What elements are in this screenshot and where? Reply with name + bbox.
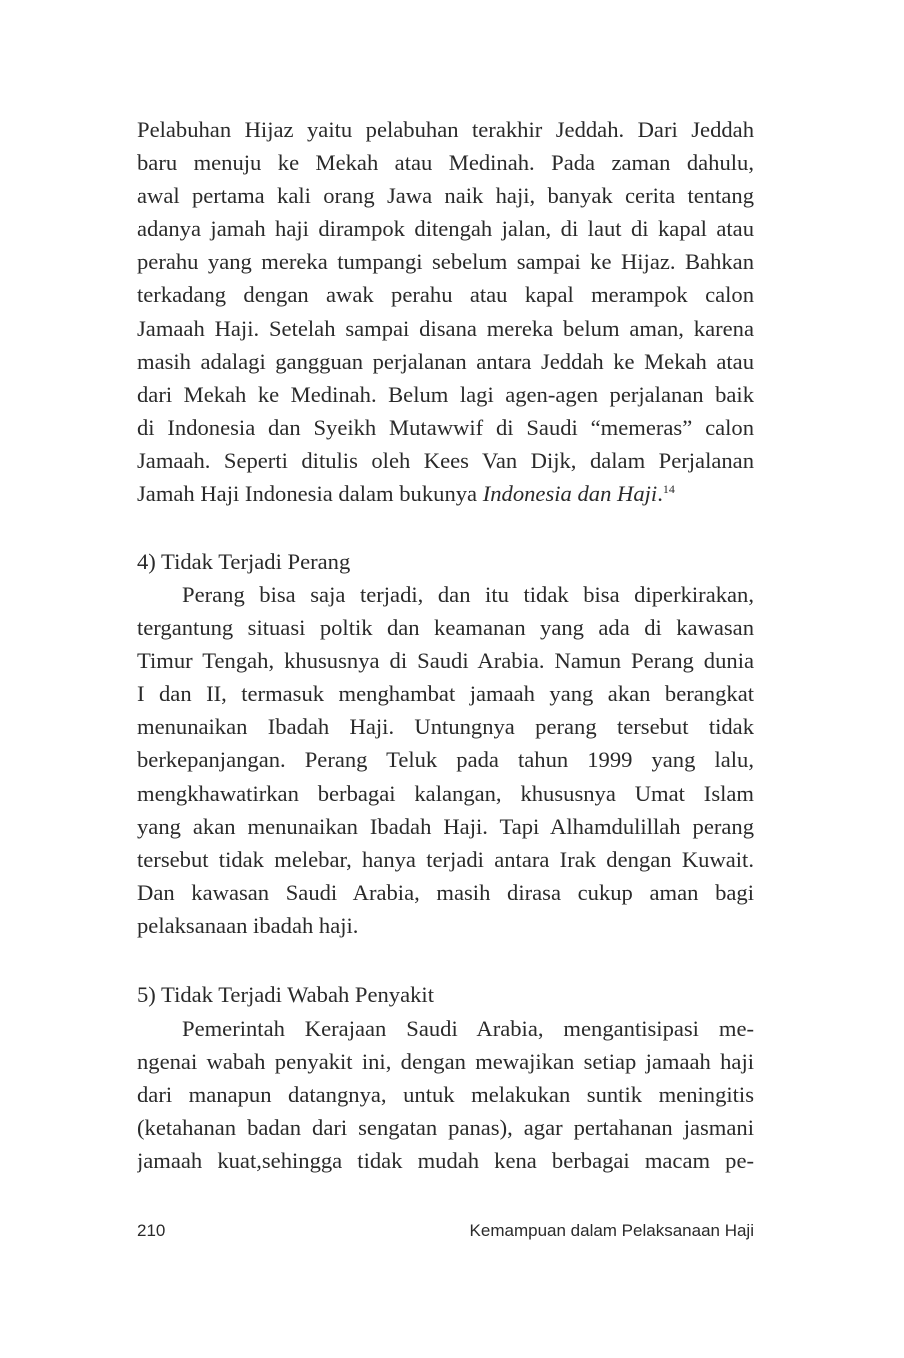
text-line: Perang bisa saja terjadi, dan itu tidak bisa diperkirakan, bbox=[182, 582, 754, 607]
text-line: masih adalagi gangguan perjalanan antara Jeddah ke Mekah atau bbox=[137, 348, 754, 374]
running-title: Kemampuan dalam Pelaksanaan Haji bbox=[469, 1221, 754, 1240]
text-line: Jamaah Haji. Setelah sampai disana mereka belum aman, karena bbox=[137, 315, 754, 341]
text-line: berkepanjangan. Perang Teluk pada tahun 1999 yang lalu, bbox=[137, 747, 754, 773]
text-line: tergantung situasi poltik dan keamanan yang ada di kawasan bbox=[137, 615, 754, 641]
text-line: Jamaah. Seperti ditulis oleh Kees Van Dijk, dalam Perjalanan bbox=[137, 447, 754, 473]
section-heading-5: 5) Tidak Terjadi Wabah Penyakit bbox=[137, 982, 434, 1007]
footnote-reference[interactable]: 14 bbox=[662, 482, 675, 497]
text-line: menunaikan Ibadah Haji. Untungnya perang tersebut tidak bbox=[137, 714, 754, 740]
section-heading-4: 4) Tidak Terjadi Perang bbox=[137, 549, 351, 574]
text-line: tersebut tidak melebar, hanya terjadi antara Irak dengan Kuwait. bbox=[137, 846, 754, 872]
text-line: awal pertama kali orang Jawa naik haji, banyak cerita tentang bbox=[137, 183, 754, 209]
text-line: terkadang dengan awak perahu atau kapal merampok calon bbox=[137, 282, 754, 308]
text-line-last bbox=[137, 477, 754, 510]
text-line: Dan kawasan Saudi Arabia, masih dirasa cukup aman bagi bbox=[137, 879, 754, 905]
page-number: 210 bbox=[137, 1221, 166, 1240]
text-line: di Indonesia dan Syeikh Mutawwif di Saudi “memeras” calon bbox=[137, 414, 754, 440]
book-title: Indonesia dan Haji bbox=[482, 481, 658, 507]
text-fragment: . bbox=[657, 481, 663, 507]
paragraph-perang bbox=[137, 578, 754, 942]
page-footer bbox=[137, 1221, 754, 1247]
text-line: Pelabuhan Hijaz yaitu pelabuhan terakhir Jeddah. Dari Jeddah bbox=[137, 117, 754, 142]
text-line: Pemerintah Kerajaan Saudi Arabia, mengantisipasi me- bbox=[182, 1016, 754, 1041]
text-line: ngenai wabah penyakit ini, dengan mewajikan setiap jamaah haji bbox=[137, 1049, 754, 1075]
text-fragment: Jamah Haji Indonesia dalam bukunya bbox=[137, 481, 483, 507]
text-line: jamaah kuat,sehingga tidak mudah kena berbagai macam pe- bbox=[137, 1148, 754, 1174]
text-line: mengkhawatirkan berbagai kalangan, khususnya Umat Islam bbox=[137, 780, 754, 806]
text-line-last: pelaksanaan ibadah haji. bbox=[137, 912, 359, 938]
text-line: baru menuju ke Mekah atau Medinah. Pada zaman dahulu, bbox=[137, 150, 754, 176]
text-line: dari Mekah ke Medinah. Belum lagi agen-agen perjalanan baik bbox=[137, 381, 754, 407]
paragraph-hijaz bbox=[137, 113, 754, 510]
text-line: (ketahanan badan dari sengatan panas), agar pertahanan jasmani bbox=[137, 1115, 754, 1141]
text-line: perahu yang mereka tumpangi sebelum sampai ke Hijaz. Bahkan bbox=[137, 249, 754, 275]
text-line: Timur Tengah, khususnya di Saudi Arabia. Namun Perang dunia bbox=[137, 648, 754, 674]
text-line: yang akan menunaikan Ibadah Haji. Tapi Alhamdulillah perang bbox=[137, 813, 754, 839]
text-line: dari manapun datangnya, untuk melakukan suntik meningitis bbox=[137, 1082, 754, 1108]
text-line: adanya jamah haji dirampok ditengah jalan, di laut di kapal atau bbox=[137, 216, 754, 242]
paragraph-wabah bbox=[137, 1012, 754, 1177]
text-line: I dan II, termasuk menghambat jamaah yang akan berangkat bbox=[137, 681, 754, 707]
